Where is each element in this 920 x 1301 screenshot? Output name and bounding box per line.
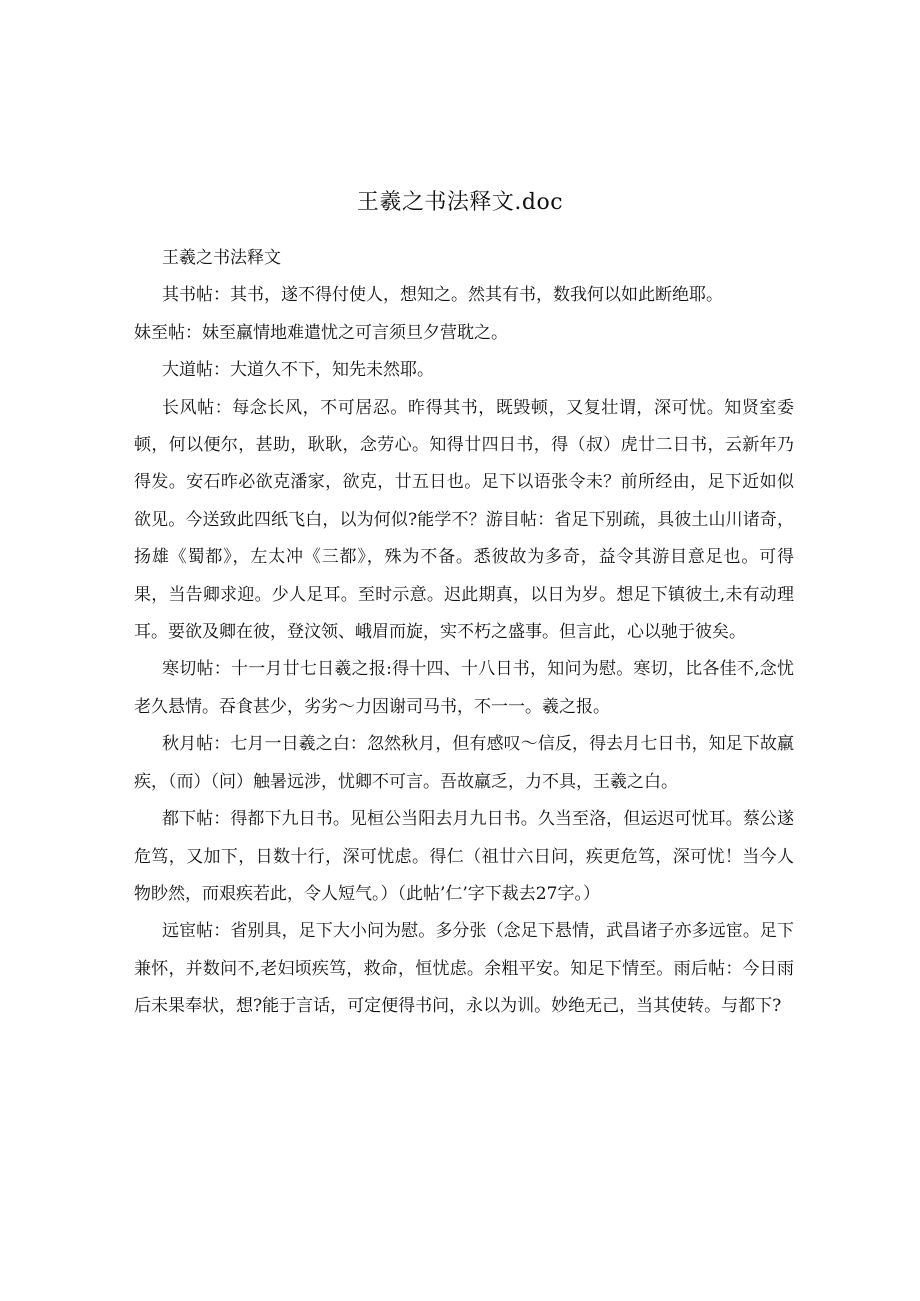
paragraph-duxia-tie: 都下帖：得都下九日书。见桓公当阳去月九日书。久当至洛，但运迟可忧耳。蔡公遂危笃，又加下，日数十行，深可忧虑。得仁（祖廿六日问，疾更危笃，深可忧！当今人物眇然，而艰疾若此，令人短气。）（此帖’仁’字下裁去27字。） [134,809,794,904]
paragraph-hanqie-tie: 寒切帖：十一月廿七日羲之报:得十四、十八日书，知问为慰。寒切，比各佳不,念忧老久悬情。吞食甚少，劣劣～力因谢司马书，不一一。羲之报。 [134,659,794,717]
document-body [134,240,794,1026]
paragraph-heading: 王羲之书法释文 [162,248,281,268]
paragraph-changfeng-tie: 长风帖：每念长风，不可居忍。昨得其书，既毁顿，又复壮谓，深可忧。知贤室委顿，何以便尔，甚助，耿耿，念劳心。知得廿四日书，得（叔）虎廿二日书，云新年乃得发。安石昨必欲克潘家，欲克，廿五日也。足下以语张令未？前所经由，足下近如似欲见。今送致此四纸飞白，以为何似?能学不？游目帖：省足下别疏，具彼土山川诸奇，扬雄《蜀都》，左太冲《三都》，殊为不备。悉彼故为多奇，益令其游目意足也。可得果，当告卿求迎。少人足耳。至时示意。迟此期真，以日为岁。想足下镇彼土,未有动理耳。要欲及卿在彼，登汶领、峨眉而旋，实不朽之盛事。但言此，心以驰于彼矣。 [134,397,794,643]
paragraph-dadao-tie: 大道帖：大道久不下，知先未然耶。 [162,360,434,381]
paragraph-meizhi-tie: 妹至帖：妹至羸情地难遣忧之可言须旦夕营耽之。 [134,322,508,343]
document-title: 王羲之书法释文.doc [356,190,564,215]
paragraph-qishu-tie: 其书帖：其书，遂不得付使人，想知之。然其有书，数我何以如此断绝耶。 [162,285,723,306]
paragraph-yuanhuan-tie: 远宦帖：省别具，足下大小问为慰。多分张（念足下悬情，武昌诸子亦多远宦。足下兼怀，并数问不,老妇顷疾笃，救命，恒忧虑。余粗平安。知足下情至。雨后帖：今日雨后未果奉状，想?能于言话，可定便得书问，永以为训。妙绝无己，当其使转。与都下? [134,921,794,1017]
paragraph-qiuyue-tie: 秋月帖：七月一日羲之白：忽然秋月，但有感叹～信反，得去月七日书，知足下故羸疾，（而）（问）触暑远涉，忧卿不可言。吾故羸乏，力不具，王羲之白。 [134,734,794,792]
